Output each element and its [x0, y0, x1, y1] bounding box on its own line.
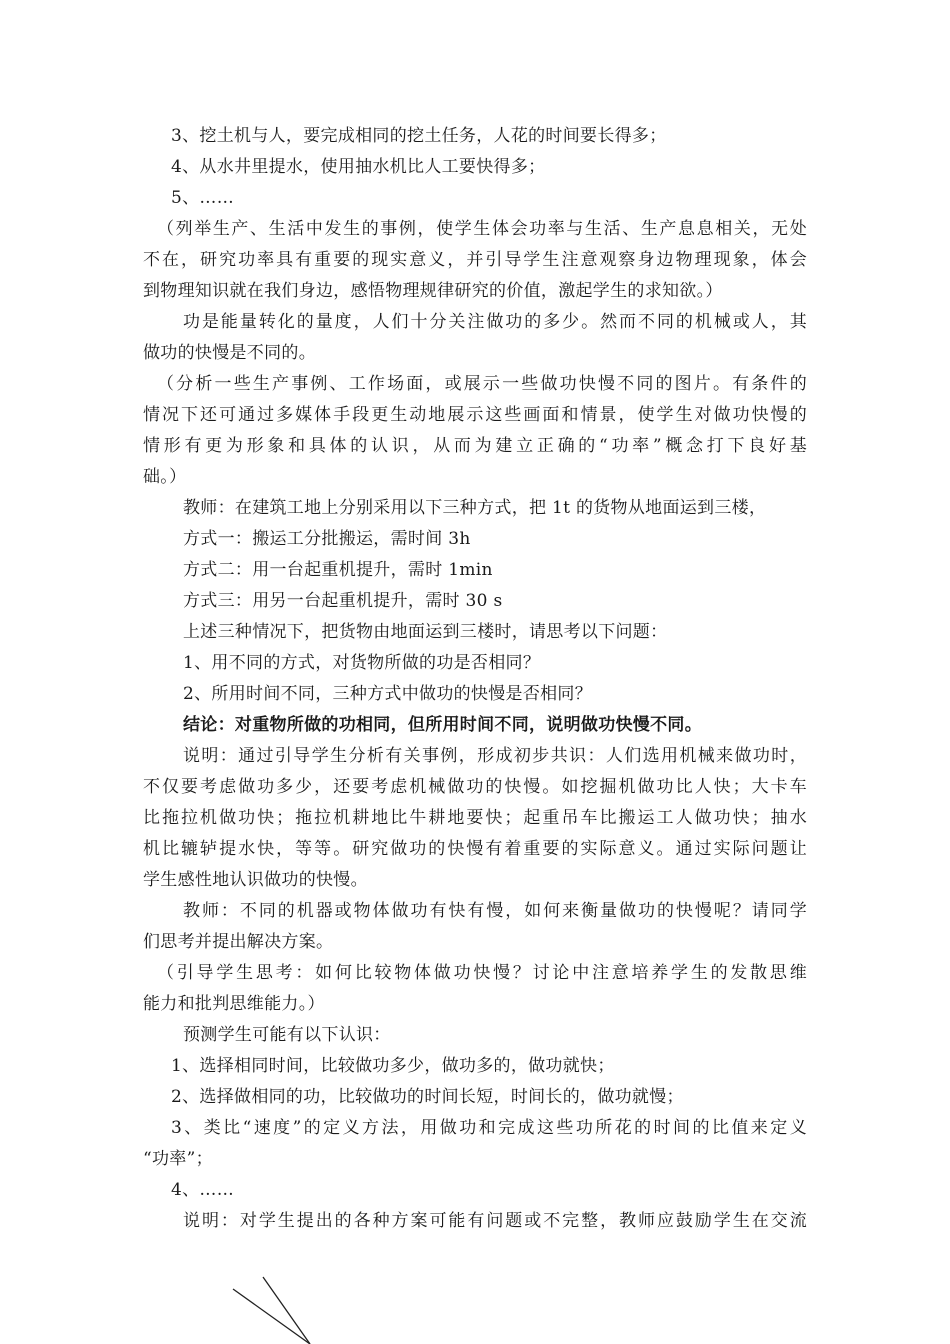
text-line: 1、用不同的方式，对货物所做的功是否相同？ — [183, 653, 541, 673]
diagonal-line — [233, 1289, 310, 1344]
text-line: 说明：对学生提出的各种方案可能有问题或不完整，教师应鼓励学生在交流 — [183, 1211, 807, 1231]
text-line: 上述三种情况下，把货物由地面运到三楼时，请思考以下问题： — [183, 622, 668, 642]
text-line: 5、…… — [171, 188, 235, 208]
text-line: 功是能量转化的量度，人们十分关注做功的多少。然而不同的机械或人，其 — [183, 312, 807, 332]
text-line: 方式一：搬运工分批搬运，需时间 3h — [183, 529, 471, 549]
text-line: 能力和批判思维能力。） — [143, 994, 325, 1014]
text-line: 2、所用时间不同，三种方式中做功的快慢是否相同？ — [183, 684, 593, 704]
text-line: 预测学生可能有以下认识： — [183, 1025, 391, 1045]
text-line: 3、挖土机与人，要完成相同的挖土任务，人花的时间要长得多； — [171, 126, 667, 146]
text-line: 不在，研究功率具有重要的现实意义，并引导学生注意观察身边物理现象，体会 — [143, 250, 807, 270]
text-line: 教师：不同的机器或物体做功有快有慢，如何来衡量做功的快慢呢？请同学 — [183, 901, 807, 921]
text-line: 教师：在建筑工地上分别采用以下三种方式，把 1t 的货物从地面运到三楼， — [183, 498, 767, 518]
text-line: 到物理知识就在我们身边，感悟物理规律研究的价值，激起学生的求知欲。） — [143, 281, 723, 301]
text-line: 1、选择相同时间，比较做功多少，做功多的，做功就快； — [171, 1056, 615, 1076]
text-line: 学生感性地认识做功的快慢。 — [143, 870, 368, 890]
text-line: 情况下还可通过多媒体手段更生动地展示这些画面和情景，使学生对做功快慢的 — [143, 405, 807, 425]
text-line: 们思考并提出解决方案。 — [143, 932, 334, 952]
text-line: 说明：通过引导学生分析有关事例，形成初步共识：人们选用机械来做功时， — [183, 746, 807, 766]
text-line: （分析一些生产事例、工作场面，或展示一些做功快慢不同的图片。有条件的 — [157, 374, 807, 394]
text-line: 2、选择做相同的功，比较做功的时间长短，时间长的，做功就慢； — [171, 1087, 684, 1107]
text-line: （引导学生思考：如何比较物体做功快慢？讨论中注意培养学生的发散思维 — [157, 963, 807, 983]
text-line: 4、…… — [171, 1180, 235, 1200]
text-line: 不仅要考虑做功多少，还要考虑机械做功的快慢。如挖掘机做功比人快；大卡车 — [143, 777, 807, 797]
text-line: 方式二：用一台起重机提升，需时 1min — [183, 560, 493, 580]
text-line: “功率”； — [143, 1149, 213, 1169]
text-line: 情形有更为形象和具体的认识，从而为建立正确的“功率”概念打下良好基 — [143, 436, 807, 456]
text-line: 机比辘轳提水快，等等。研究做功的快慢有着重要的实际意义。通过实际问题让 — [143, 839, 807, 859]
document-body — [143, 121, 807, 1237]
decorative-lines — [225, 1275, 325, 1344]
diagonal-line — [263, 1277, 310, 1344]
text-line: 3、类比“速度”的定义方法，用做功和完成这些功所花的时间的比值来定义 — [171, 1118, 807, 1138]
text-line: （列举生产、生活中发生的事例，使学生体会功率与生活、生产息息相关，无处 — [157, 219, 807, 239]
text-line: 做功的快慢是不同的。 — [143, 343, 316, 363]
conclusion-line: 结论：对重物所做的功相同，但所用时间不同，说明做功快慢不同。 — [183, 715, 702, 735]
text-line: 4、从水井里提水，使用抽水机比人工要快得多； — [171, 157, 546, 177]
text-line: 方式三：用另一台起重机提升，需时 30 s — [183, 591, 503, 611]
text-line: 比拖拉机做功快；拖拉机耕地比牛耕地要快；起重吊车比搬运工人做功快；抽水 — [143, 808, 807, 828]
text-line: 础。） — [143, 467, 187, 487]
